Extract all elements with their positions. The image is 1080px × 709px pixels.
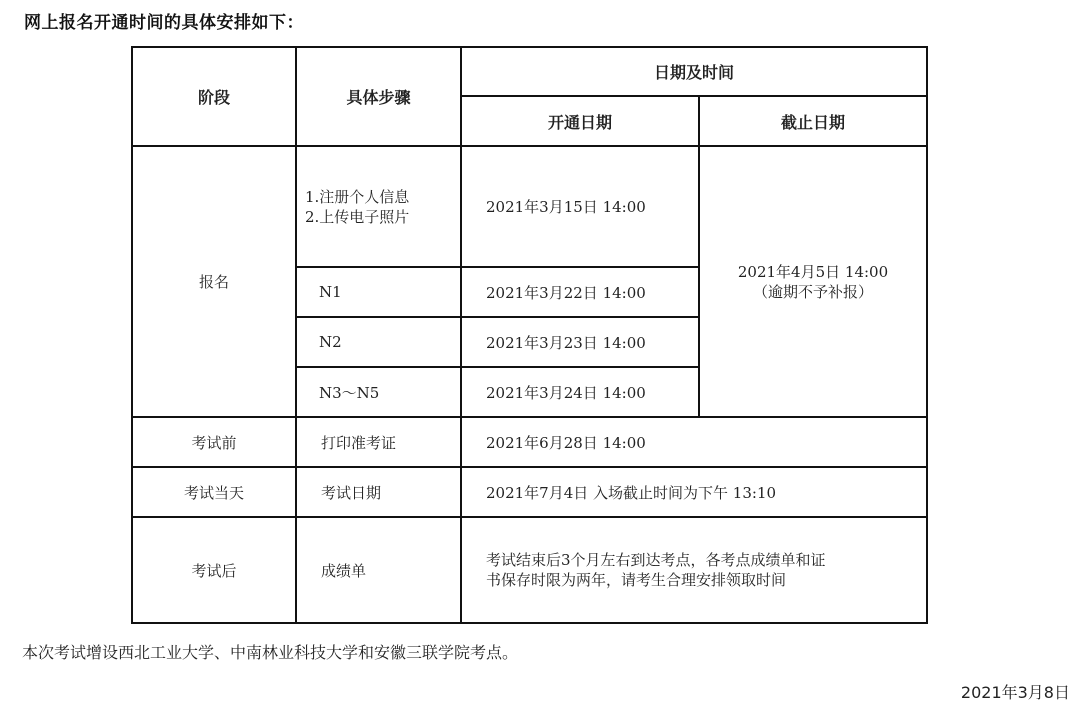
after-exam-step: 成绩单 (296, 517, 461, 623)
step-line-1: 1.注册个人信息 (305, 187, 410, 206)
registration-step-n2: N2 (296, 317, 461, 367)
close-date-line: 2021年4月5日 14:00 (737, 262, 889, 281)
close-date-note: （逾期不予补报） (753, 282, 874, 301)
step-line-2: 2.上传电子照片 (305, 207, 410, 226)
registration-open-n1: 2021年3月22日 14:00 (461, 267, 699, 317)
registration-close-date (699, 146, 927, 417)
header-close-date: 截止日期 (699, 96, 927, 146)
registration-step-1 (296, 146, 461, 267)
before-exam-date: 2021年6月28日 14:00 (461, 417, 927, 467)
stage-exam-day: 考试当天 (132, 467, 296, 517)
after-exam-note (461, 517, 927, 623)
after-exam-note-line-1: 考试结束后3个月左右到达考点，各考点成绩单和证 (486, 551, 826, 569)
registration-open-n2: 2021年3月23日 14:00 (461, 317, 699, 367)
registration-step-n1: N1 (296, 267, 461, 317)
header-date-time: 日期及时间 (461, 47, 927, 96)
schedule-table (131, 46, 928, 624)
exam-day-step: 考试日期 (296, 467, 461, 517)
page-heading: 网上报名开通时间的具体安排如下： (24, 13, 304, 33)
registration-open-n3-n5: 2021年3月24日 14:00 (461, 367, 699, 417)
publish-date: 2021年3月8日 (960, 683, 1070, 702)
after-exam-note-line-2: 书保存时限为两年，请考生合理安排领取时间 (486, 571, 787, 589)
registration-open-1: 2021年3月15日 14:00 (461, 146, 699, 267)
header-stage: 阶段 (132, 47, 296, 146)
exam-day-date: 2021年7月4日 入场截止时间为下午 13:10 (461, 467, 927, 517)
before-exam-step: 打印准考证 (296, 417, 461, 467)
header-steps: 具体步骤 (296, 47, 461, 146)
registration-step-n3-n5: N3～N5 (296, 367, 461, 417)
stage-registration: 报名 (132, 146, 296, 417)
stage-before-exam: 考试前 (132, 417, 296, 467)
footnote: 本次考试增设西北工业大学、中南林业科技大学和安徽三联学院考点。 (22, 643, 519, 662)
header-open-date: 开通日期 (461, 96, 699, 146)
stage-after-exam: 考试后 (132, 517, 296, 623)
